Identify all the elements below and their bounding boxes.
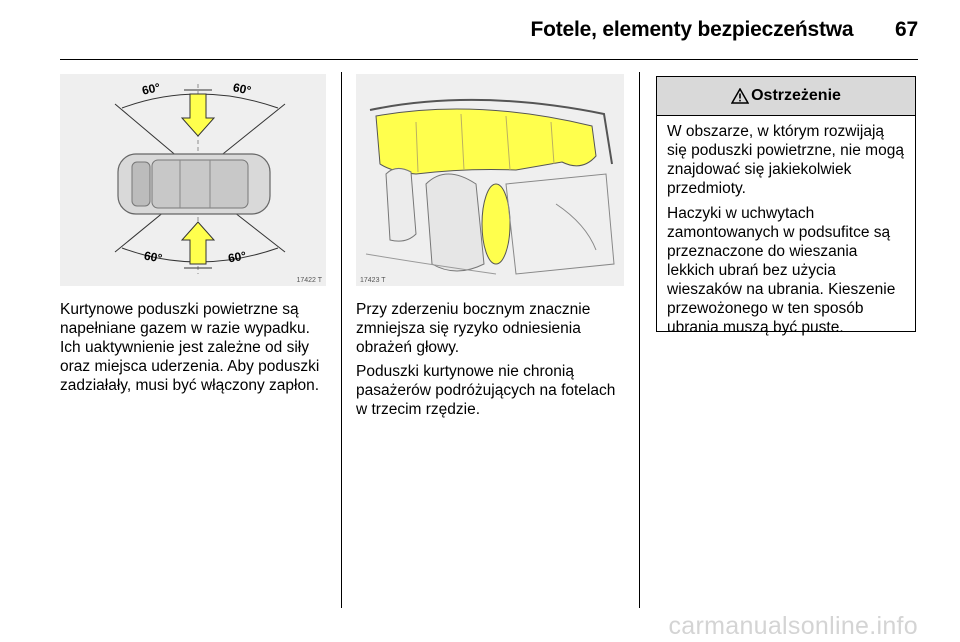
figure-curtain-airbag bbox=[356, 74, 624, 286]
figure-code: 17423 T bbox=[360, 277, 386, 284]
warning-paragraph: W obszarze, w którym rozwijają się poduszki powietrzne, nie mogą znajdować się jakiekolwiek przedmioty. bbox=[667, 123, 904, 197]
warning-paragraph: Haczyki w uchwytach zamontowanych w podsufitce są przeznaczone do wieszania lekkich ubrań bez użycia wieszaków na ubrania. Kieszenie przewożonego w ten sposób ubrania muszą być puste. bbox=[667, 205, 896, 336]
angle-label: 60° bbox=[231, 80, 253, 98]
figure-code: 17422 T bbox=[296, 277, 322, 284]
warning-triangle-icon bbox=[731, 88, 749, 104]
column-divider-1 bbox=[341, 72, 342, 608]
angle-label: 60° bbox=[142, 248, 164, 266]
warning-header bbox=[657, 77, 915, 116]
page-header bbox=[530, 18, 918, 42]
page-title: Fotele, elementy bezpieczeństwa bbox=[530, 18, 854, 41]
impact-zones-illustration bbox=[60, 74, 326, 286]
watermark: carmanualsonline.info bbox=[668, 612, 918, 640]
column-divider-2 bbox=[639, 72, 640, 608]
body-paragraph: Poduszki kurtynowe nie chronią pasażerów podróżujących na fotelach w trzecim rzędzie. bbox=[356, 363, 616, 418]
figure-impact-zones bbox=[60, 74, 326, 286]
angle-label: 60° bbox=[140, 80, 162, 98]
warning-title: Ostrzeżenie bbox=[751, 87, 841, 104]
body-paragraph: Przy zderzeniu bocznym znacznie zmniejsza się ryzyko odniesienia obrażeń głowy. bbox=[356, 301, 591, 356]
warning-box bbox=[656, 76, 916, 336]
curtain-airbag-illustration bbox=[356, 74, 624, 286]
angle-label: 60° bbox=[226, 248, 248, 266]
header-rule bbox=[60, 59, 918, 60]
body-paragraph: Kurtynowe poduszki powietrzne są napełniane gazem w razie wypadku. Ich uaktywnienie jest zależne od siły oraz miejsca uderzenia. Aby poduszki zadziałały, musi być włączony zapłon. bbox=[60, 301, 320, 394]
warning-body bbox=[657, 116, 915, 337]
page-number: 67 bbox=[895, 18, 918, 41]
